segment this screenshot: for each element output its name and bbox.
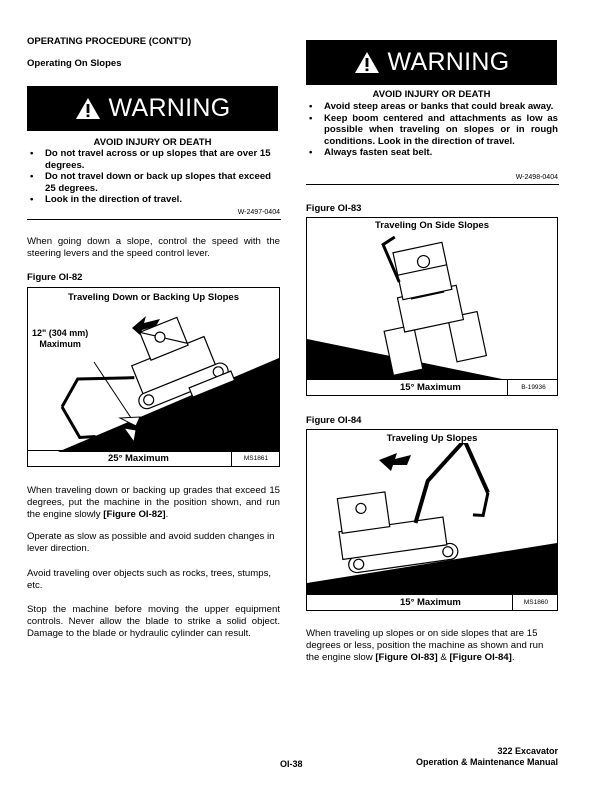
subsection-title: Operating On Slopes — [27, 58, 122, 69]
figure-oi82-footer — [28, 450, 279, 466]
paragraph-up-slopes-pre: When traveling up slopes or on side slopes that are 15 degrees or less, position the machine as shown and run the engine slow — [306, 628, 544, 664]
figure-ref-oi84[interactable]: [Figure OI-84] — [449, 652, 512, 664]
warning-left-item: • Look in the direction of travel. — [27, 194, 282, 206]
figure-oi84-label: Figure OI-84 — [306, 415, 362, 426]
figure-oi82-title: Traveling Down or Backing Up Slopes — [67, 292, 240, 303]
page-number: OI-38 — [280, 759, 303, 769]
figure-oi82-caption: 25° Maximum — [108, 453, 169, 464]
warning-right-heading: AVOID INJURY OR DEATH — [372, 89, 491, 100]
figure-ref-oi83[interactable]: [Figure OI-83] — [375, 652, 438, 664]
figure-oi83-title: Traveling On Side Slopes — [374, 220, 490, 231]
warning-banner-right — [306, 40, 557, 85]
paragraph-traveling-down-pre: When traveling down or backing up grades that exceed 15 degrees, put the machine in the position shown, and run the engine slowly — [27, 485, 280, 521]
paragraph-operate-slow: Operate as slow as possible and avoid sudden changes in lever direction. — [27, 531, 275, 555]
figure-oi84 — [306, 429, 558, 611]
section-title: OPERATING PROCEDURE (CONT'D) — [27, 36, 192, 47]
warning-left-list — [27, 148, 282, 206]
annotation-line1: 12" (304 mm) — [32, 328, 89, 338]
excavator-downhill-illustration — [28, 302, 279, 452]
figure-oi83-caption: 15° Maximum — [400, 382, 461, 393]
warning-banner-left-text: WARNING — [108, 94, 231, 122]
figure-oi82 — [27, 287, 280, 467]
figure-ref-oi82[interactable]: [Figure OI-82] — [103, 509, 166, 521]
paragraph-traveling-down-post: . — [165, 509, 169, 521]
figure-oi82-annotation — [32, 328, 88, 350]
paragraph-traveling-down — [27, 485, 280, 522]
warning-right-item: • Always fasten seat belt. — [306, 147, 558, 159]
figure-oi83-ref: B-19936 — [507, 380, 559, 395]
paragraph-up-slopes-post: . — [511, 652, 515, 664]
figure-oi84-ref: MS1860 — [512, 595, 559, 610]
paragraph-up-slopes — [306, 628, 559, 665]
warning-triangle-icon — [75, 97, 101, 120]
warning-left-rule — [27, 219, 281, 220]
warning-right-item: • Avoid steep areas or banks that could break away. — [306, 101, 558, 113]
warning-left-code: W-2497-0404 — [237, 209, 280, 216]
figure-oi82-ref: MS1861 — [231, 451, 280, 466]
warning-right-code: W-2498-0404 — [515, 174, 558, 181]
excavator-side-slope-illustration — [307, 231, 557, 381]
warning-left-item: • Do not travel across or up slopes that are over 15 degrees. — [27, 148, 282, 171]
warning-banner-left — [27, 86, 278, 131]
figure-oi84-footer — [307, 594, 557, 610]
figure-oi84-title: Traveling Up Slopes — [386, 433, 478, 444]
paragraph-stop-machine: Stop the machine before moving the upper equipment controls. Never allow the blade to strike a solid object. Damage to the blade or hydraulic cylinder can result. — [27, 604, 280, 640]
figure-oi83-footer — [307, 379, 557, 395]
warning-banner-right-text: WARNING — [387, 48, 510, 76]
annotation-line2: Maximum — [39, 339, 81, 349]
footer-manual: Operation & Maintenance Manual — [415, 757, 558, 767]
paragraph-going-down: When going down a slope, control the speed with the steering levers and the speed control lever. — [27, 236, 280, 260]
paragraph-avoid-objects: Avoid traveling over objects such as rocks, trees, stumps, etc. — [27, 568, 272, 592]
warning-right-item: • Keep boom centered and attachments as low as possible when traveling on slopes or in rough conditions. Look in the direction of travel. — [306, 113, 558, 148]
paragraph-up-slopes-amp: & — [437, 652, 450, 664]
figure-oi83 — [306, 217, 558, 396]
warning-left-item: • Do not travel down or back up slopes that exceed 25 degrees. — [27, 171, 282, 194]
footer-model: 322 Excavator — [497, 746, 558, 756]
footer-manual-title — [380, 746, 558, 768]
figure-oi83-label: Figure OI-83 — [306, 203, 362, 214]
figure-oi84-caption: 15° Maximum — [400, 597, 461, 608]
warning-triangle-icon — [354, 51, 380, 74]
warning-right-rule — [306, 184, 559, 185]
warning-left-heading: AVOID INJURY OR DEATH — [93, 137, 212, 148]
warning-right-list — [306, 101, 558, 159]
figure-oi82-label: Figure OI-82 — [27, 272, 83, 283]
excavator-uphill-illustration — [307, 443, 557, 595]
